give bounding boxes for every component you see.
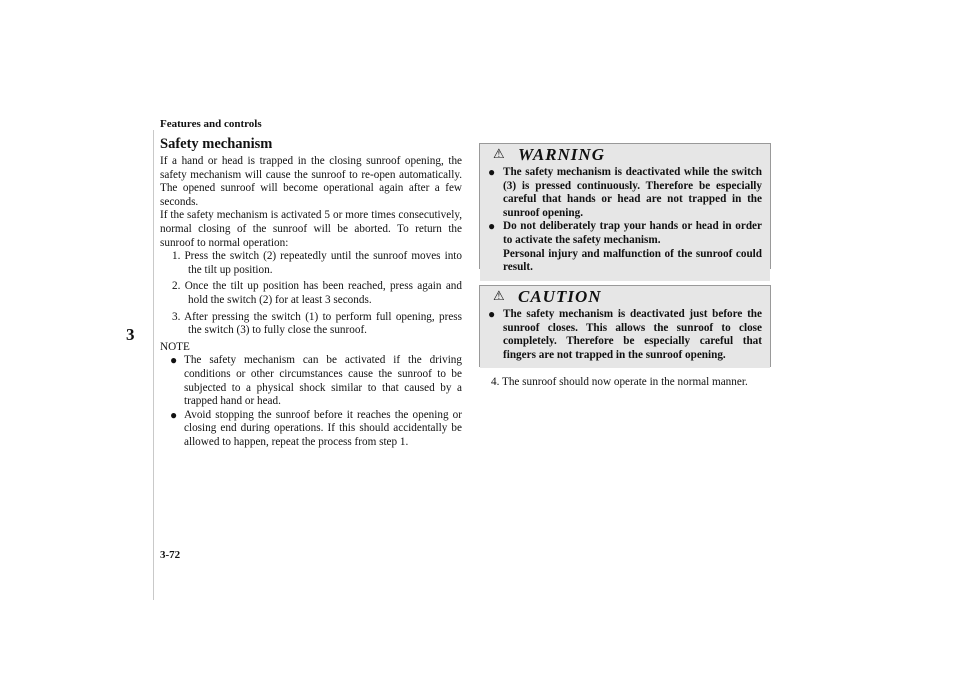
note-item xyxy=(160,409,462,450)
step-item: 2. Once the tilt up position has been reached, press again and hold the switch (2) for at least 3 seconds. xyxy=(172,280,462,306)
warning-body xyxy=(480,166,770,281)
step-list xyxy=(160,250,462,338)
bullet-icon: ● xyxy=(170,353,178,368)
bullet-icon: ● xyxy=(488,307,496,321)
final-step: 4. The sunroof should now operate in the normal manner. xyxy=(491,376,748,388)
bullet-icon: ● xyxy=(488,219,496,234)
warning-triangle-icon: ⚠ xyxy=(493,147,505,162)
step-item: 1. Press the switch (2) repeatedly until the sunroof moves into the tilt up position. xyxy=(172,250,462,276)
note-text: The safety mechanism can be activated if the driving conditions or other circumstances cause the sunroof to be subjected to a physical shock similar to that caused by a trapped hand or head. xyxy=(184,354,462,408)
caution-box xyxy=(479,285,771,367)
section-title: Safety mechanism xyxy=(160,136,273,152)
warning-label: WARNING xyxy=(518,145,605,164)
warning-item xyxy=(488,220,762,274)
note-item xyxy=(160,354,462,408)
step-item: 3. After pressing the switch (1) to perform full opening, press the switch (3) to fully close the sunroof. xyxy=(172,310,462,337)
caution-item xyxy=(488,308,762,362)
bullet-icon: ● xyxy=(170,407,178,422)
chapter-number: 3 xyxy=(126,325,135,344)
warning-item xyxy=(488,166,762,220)
caution-label: CAUTION xyxy=(518,287,602,306)
caution-triangle-icon: ⚠ xyxy=(493,289,505,304)
warning-box xyxy=(479,143,771,274)
warning-header xyxy=(480,144,770,166)
note-list xyxy=(160,354,462,449)
warning-text: The safety mechanism is deactivated while the switch (3) is pressed continuously. Therefore be especially careful that hands or head are not trapped in the sunroof opening. xyxy=(503,166,762,219)
intro-paragraph: If a hand or head is trapped in the closing sunroof opening, the safety mechanism will cause the sunroof to re-open automatically. The opened sunroof will become operational again after a few seconds. xyxy=(160,155,462,208)
caution-text: The safety mechanism is deactivated just before the sunroof closes. This allows the sunroof to close completely. Therefore be especially careful that fingers are not trapped in the sunroof opening. xyxy=(503,308,762,361)
procedure-paragraph: If the safety mechanism is activated 5 or more times consecutively, normal closing of the sunroof will be aborted. To return the sunroof to normal operation: xyxy=(160,209,462,249)
running-header: Features and controls xyxy=(160,118,262,130)
left-column xyxy=(160,136,462,449)
note-label: NOTE xyxy=(160,340,190,353)
warning-text: Do not deliberately trap your hands or head in order to activate the safety mechanism. xyxy=(503,220,762,246)
note-text: Avoid stopping the sunroof before it reaches the opening or closing end during operations. If this should accidentally be allowed to happen, repeat the process from step 1. xyxy=(184,408,462,448)
caution-header xyxy=(480,286,770,308)
warning-extra: Personal injury and malfunction of the sunroof could result. xyxy=(503,247,762,274)
bullet-icon: ● xyxy=(488,165,496,179)
chapter-tab xyxy=(128,130,154,600)
caution-body xyxy=(480,308,770,368)
page-number: 3-72 xyxy=(160,549,181,561)
